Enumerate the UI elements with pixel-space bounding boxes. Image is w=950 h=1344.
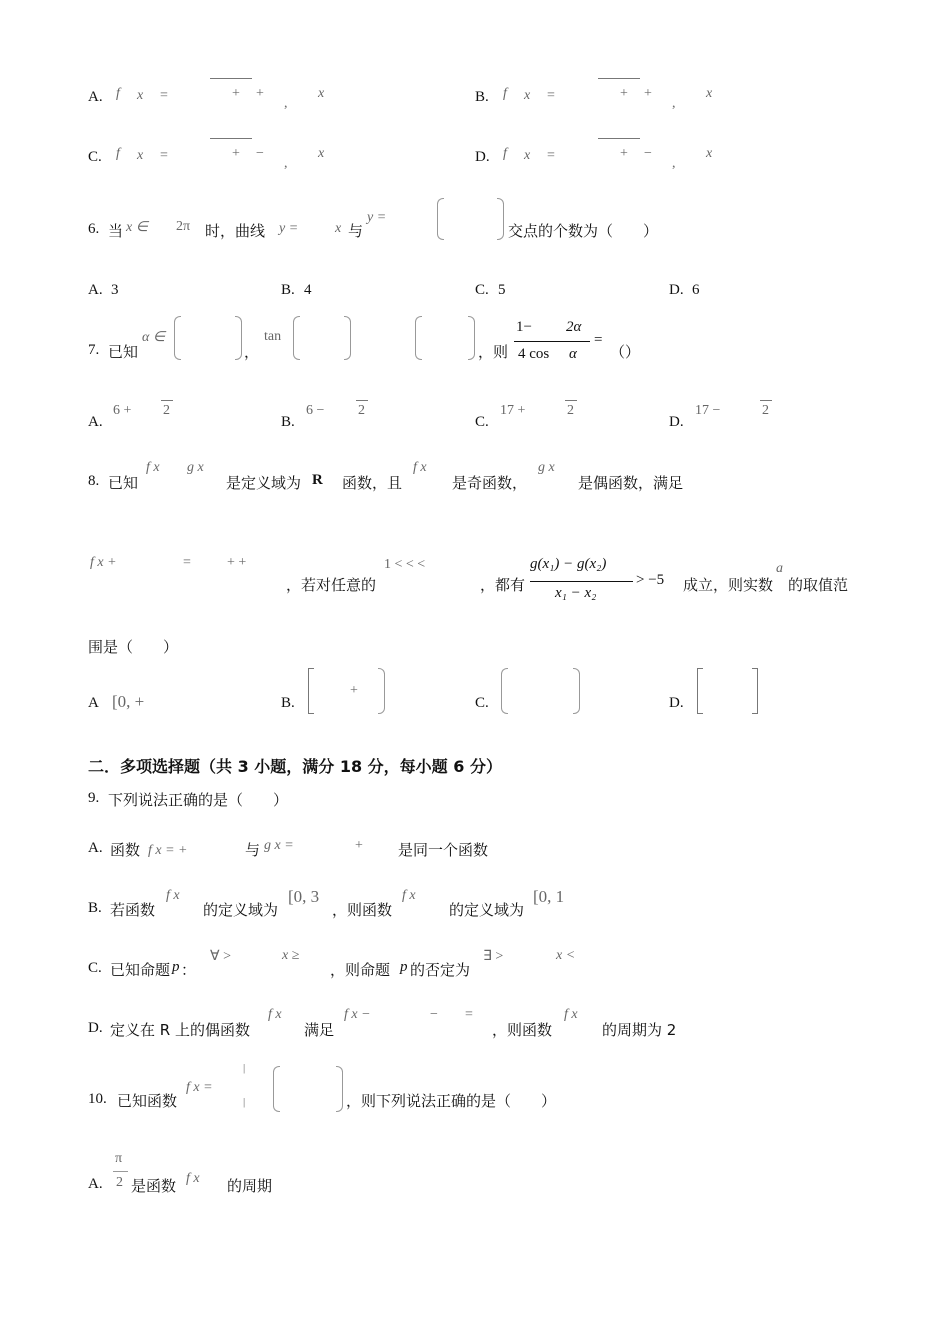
q7-option-d-root: 2 [762,403,769,418]
q6-option-a-value: 3 [111,282,119,298]
q9-option-a-m3: + [355,838,363,853]
q6-paren-right [497,198,504,240]
q5-option-c-minus: − [256,146,264,161]
q9-text: 下列说法正确的是（ ） [108,791,289,809]
q5-option-d-plus: + [620,146,628,161]
q9-option-c-m3: ∃ > [483,949,504,964]
q9-option-a-t3: 是同一个函数 [398,841,489,859]
q8-math-gt: > −5 [636,572,665,588]
q9-number: 9. [88,790,100,806]
q7-option-d-pre: 17 − [695,403,721,418]
q5-option-c-x: x [137,148,144,163]
q7-math-eq: = [594,332,603,348]
q5-option-d-comma: , [672,156,676,171]
q6-number: 6. [88,221,100,237]
q7-option-a-radical [161,400,173,401]
q5-option-c-radical [210,138,252,139]
q5-option-a-eq: = [160,88,168,103]
q5-option-b-eq: = [547,88,555,103]
q9-option-a-label[interactable]: A. [88,840,103,856]
q7-option-c-radical [565,400,577,401]
q10-math-fx: f x = [186,1080,213,1095]
q8-option-b-paren-right [378,668,385,714]
q9-option-d-m1: f x [268,1007,282,1022]
q9-option-c-colon: ： [181,961,197,979]
q10-option-a-t1: 是函数 [131,1177,177,1195]
q8-text-hold: 成立，则实数 [683,576,774,594]
q8-text-even: 是偶函数，满足 [578,474,684,492]
q9-option-b-label[interactable]: B. [88,900,102,916]
q5-option-b-comma: , [672,96,676,111]
q6-option-b-value: 4 [304,282,312,298]
q5-option-a-comma: , [284,96,288,111]
q8-text-all: ，都有 [480,576,526,594]
q8-frac-num: g(x₁) − g(x₂) [530,556,607,572]
q10-option-a-frac-num: π [115,1151,123,1166]
q9-option-a-t2: 与 [245,841,261,859]
q7-option-a-pre: 6 + [113,403,132,418]
q7-option-d-label[interactable]: D. [669,414,684,430]
q7-option-b-label[interactable]: B. [281,414,295,430]
q9-option-c-label[interactable]: C. [88,960,102,976]
q8-line2-math-b: = [183,555,191,570]
q5-option-a-f: f [116,86,120,101]
q7-option-a-root: 2 [163,403,170,418]
q9-option-d-t4: 的周期为 2 [602,1021,677,1039]
q7-option-c-label[interactable]: C. [475,414,489,430]
q7-option-c-root: 2 [567,403,574,418]
q10-option-a-t2: 的周期 [227,1177,273,1195]
q10-text-tail: ，则下列说法正确的是（ ） [346,1092,557,1110]
q5-option-b-f: f [503,86,507,101]
q8-text-any: ，若对任意的 [286,576,377,594]
q8-bold-r: R [312,472,323,488]
q8-text-odd: 是奇函数， [452,474,528,492]
q8-option-b-label[interactable]: B. [281,695,295,711]
q9-option-d-m4: = [465,1007,473,1022]
q10-option-a-fraction-bar [113,1171,128,1172]
q5-option-a-x: x [137,88,144,103]
q7-frac-den-b: α [569,346,577,362]
q6-text-when: 当 [108,222,124,240]
q9-option-b-m2: [0, 3 [288,887,320,906]
q10-abs-bar-top: | [243,1062,246,1074]
q10-paren-left [273,1066,280,1112]
q9-option-a-t1: 函数 [110,841,141,859]
q6-text-and: 与 [348,222,364,240]
q8-option-d-bracket-right [752,668,758,714]
q9-option-b-m1: f x [166,888,180,903]
q5-option-c-label[interactable]: C. [88,149,102,165]
q9-option-d-t2: 满足 [304,1021,335,1039]
q8-line3: 围是（ ） [88,638,179,656]
q5-option-d-x2: x [706,146,713,161]
q5-option-a-plus2: + [256,86,264,101]
q8-math-fx2: f x [413,460,427,475]
q5-option-d-x: x [524,148,531,163]
section-2-title: 二．多项选择题（共 3 小题，满分 18 分，每小题 6 分） [88,757,502,776]
q8-option-c-label[interactable]: C. [475,695,489,711]
q9-option-d-t3: ，则函数 [492,1021,553,1039]
q5-option-c-eq: = [160,148,168,163]
q7-number: 7. [88,342,100,358]
q9-option-c-p1: p [172,959,180,975]
q5-option-a-x2: x [318,86,325,101]
q8-option-d-bracket-left [697,668,703,714]
q10-option-a-label[interactable]: A. [88,1176,103,1192]
q6-math-x-in: x ∈ [126,220,148,235]
q8-line2-math-c: + + [227,555,247,570]
q6-option-a-label[interactable]: A. [88,282,103,298]
q9-option-d-t1: 定义在 R 上的偶函数 [110,1021,250,1039]
q10-paren-right [336,1066,343,1112]
q9-option-b-m3: f x [402,888,416,903]
q7-math-tan: tan [264,329,282,344]
q5-option-b-label[interactable]: B. [475,89,489,105]
q6-math-y-eq: y = [279,221,299,236]
q5-option-d-radical [598,138,640,139]
q7-frac-num-a: 1− [516,319,532,335]
q8-option-b-value: + [350,683,358,698]
q10-number: 10. [88,1091,107,1107]
q7-frac-num-b: 2α [566,319,582,335]
q9-option-b-t3: ，则函数 [332,901,393,919]
q6-text-curve: 时，曲线 [205,222,266,240]
q7-option-b-root: 2 [358,403,365,418]
q6-option-c-value: 5 [498,282,506,298]
q6-option-c-label[interactable]: C. [475,282,489,298]
q7-option-d-radical [760,400,772,401]
q9-option-d-label[interactable]: D. [88,1020,103,1036]
q5-option-d-eq: = [547,148,555,163]
q8-number: 8. [88,473,100,489]
q7-option-c-pre: 17 + [500,403,526,418]
q7-text-known: 已知 [108,343,139,361]
q10-option-a-m1: f x [186,1171,200,1186]
q8-fraction-bar [530,581,633,582]
q5-option-c-x2: x [318,146,325,161]
q6-math-x: x [335,221,342,236]
q9-option-c-t3: 的否定为 [410,961,471,979]
q7-math-alpha-in: α ∈ [142,330,166,345]
q9-option-d-m2: f x − [344,1007,371,1022]
q7-option-a-label[interactable]: A. [88,414,103,430]
q7-frac-den-a: 4 cos [518,346,550,362]
q7-paren2-right [344,316,351,360]
q5-option-b-radical [598,78,640,79]
q7-text-then: ，则 [478,343,509,361]
q8-math-gx: g x [187,460,204,475]
q5-option-b-x2: x [706,86,713,101]
q8-option-c-paren-left [501,668,508,714]
q6-paren-left [437,198,444,240]
q7-paren1-left [174,316,181,360]
q7-text-tail: （） [610,343,641,361]
q7-paren2-left [293,316,300,360]
q8-text-range: 的取值范 [788,576,849,594]
q7-paren1-right [235,316,242,360]
q7-paren3-left [415,316,422,360]
q8-frac-den: x₁ − x₂ [555,585,597,601]
q7-comma: ， [244,343,260,361]
q9-option-a-m1: f x = + [148,843,188,858]
q5-option-c-comma: , [284,156,288,171]
q9-option-c-t2: ，则命题 [330,961,391,979]
q9-option-c-m2: x ≥ [282,948,300,963]
q6-option-d-label[interactable]: D. [669,282,684,298]
q9-option-b-t4: 的定义域为 [449,901,525,919]
q8-option-c-paren-right [573,668,580,714]
q8-line2-math-a: f x + [90,555,117,570]
q5-option-d-minus: − [644,146,652,161]
q5-option-a-plus1: + [232,86,240,101]
q5-option-b-plus1: + [620,86,628,101]
q7-fraction-bar [514,341,590,342]
q8-option-b-bracket-left [308,668,314,714]
q10-option-a-frac-den: 2 [116,1175,123,1190]
q9-option-d-m3: − [430,1007,438,1022]
q9-option-c-t1: 已知命题 [110,961,171,979]
q9-option-b-t2: 的定义域为 [203,901,279,919]
q9-option-b-t1: 若函数 [110,901,156,919]
q9-option-a-m2: g x = [264,838,294,853]
q9-option-c-p2: p [400,959,408,975]
q7-paren3-right [468,316,475,360]
q6-math-y-eq2: y = [367,210,387,225]
q8-math-fx: f x [146,460,160,475]
q8-math-ineq: 1 < < < [384,557,426,572]
q5-option-a-label[interactable]: A. [88,89,103,105]
q9-option-c-m4: x < [556,948,576,963]
q7-option-b-pre: 6 − [306,403,325,418]
q5-option-c-f: f [116,146,120,161]
q9-option-b-m4: [0, 1 [533,887,565,906]
q8-text-known: 已知 [108,474,139,492]
q5-option-d-label[interactable]: D. [475,149,490,165]
q8-option-a-value: [0, + [112,692,145,711]
q8-text-func: 函数，且 [342,474,403,492]
q5-option-b-plus2: + [644,86,652,101]
q8-math-gx2: g x [538,460,555,475]
q5-option-a-radical [210,78,252,79]
q8-math-a: a [776,561,783,576]
q9-option-d-m5: f x [564,1007,578,1022]
q6-option-d-value: 6 [692,282,700,298]
q7-option-b-radical [356,400,368,401]
q10-text-known: 已知函数 [117,1092,178,1110]
q5-option-b-x: x [524,88,531,103]
q8-option-a-label[interactable]: A [88,695,99,711]
q9-option-c-m1: ∀ > [210,949,231,964]
q5-option-d-f: f [503,146,507,161]
q6-text-tail: 交点的个数为（ ） [508,222,659,240]
q6-option-b-label[interactable]: B. [281,282,295,298]
q6-math-2pi: 2π [176,219,191,234]
q5-option-c-plus: + [232,146,240,161]
q8-text-domain: 是定义域为 [226,474,302,492]
q8-option-d-label[interactable]: D. [669,695,684,711]
q10-abs-bar-bottom: | [243,1096,246,1108]
